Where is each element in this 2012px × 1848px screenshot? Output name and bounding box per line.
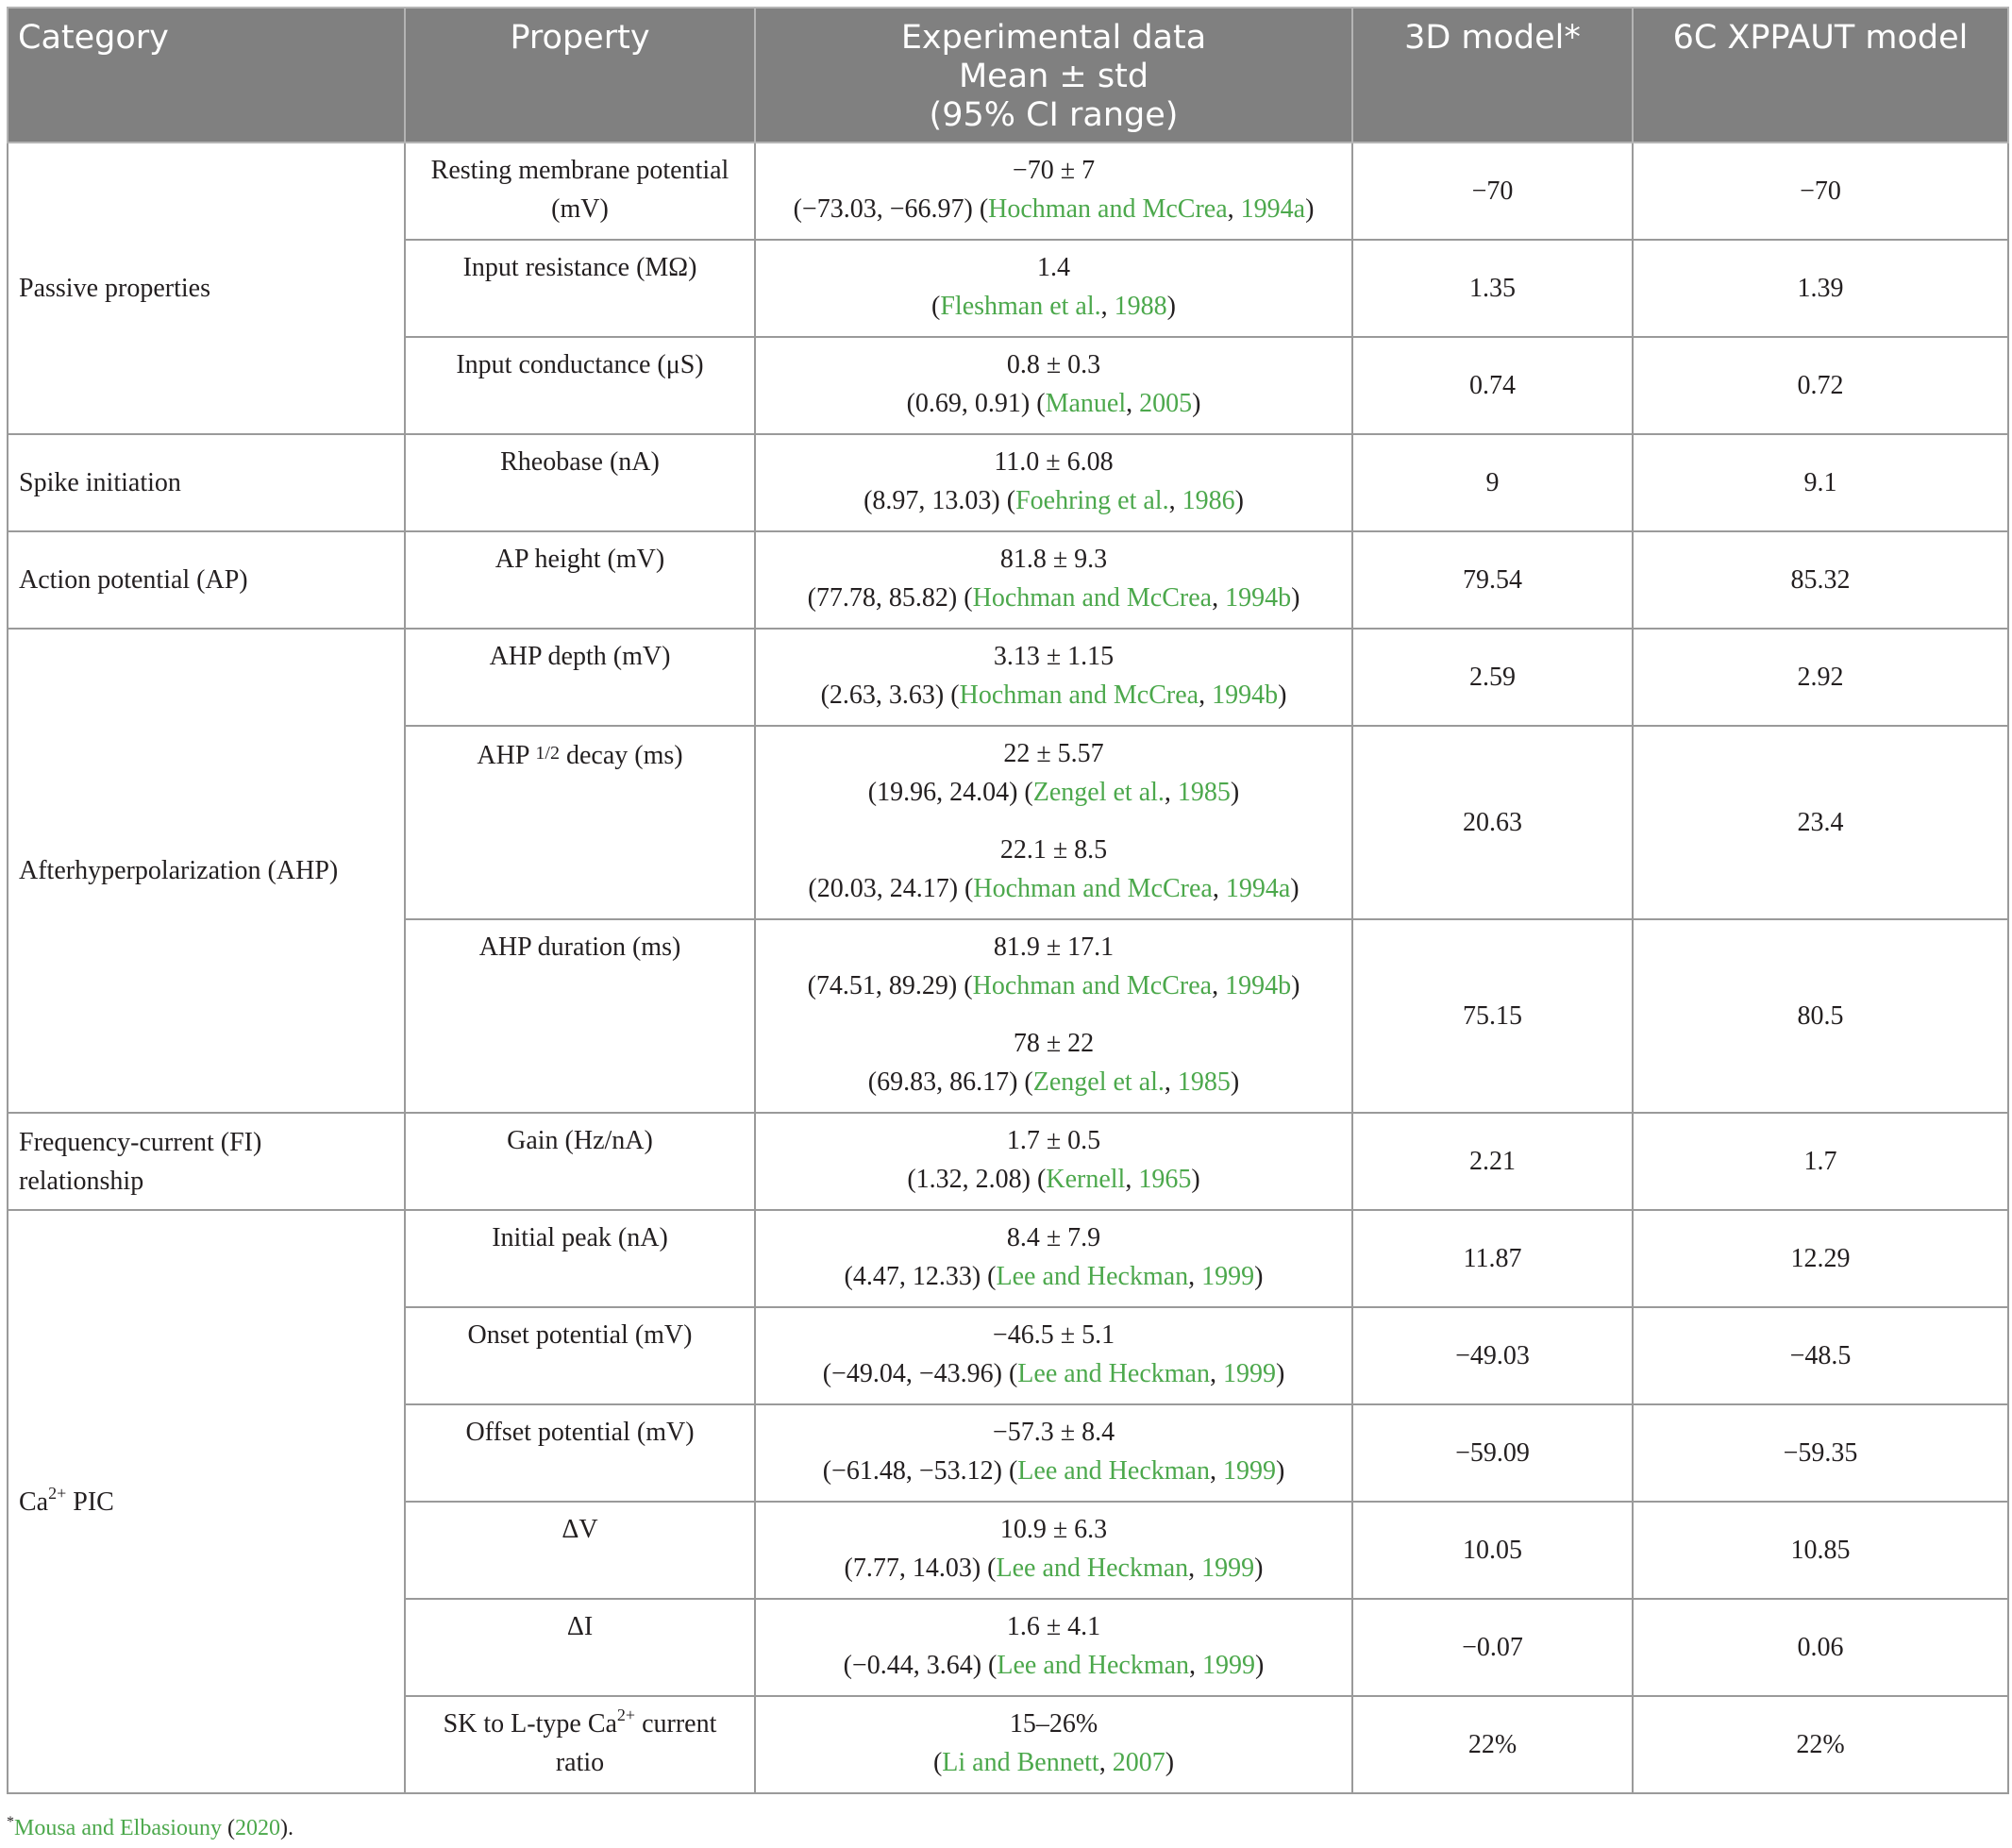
table-row <box>8 531 2008 629</box>
experimental-cell: 81.8 ± 9.3 (77.78, 85.82) (Hochman and McCrea, 1994b) <box>755 531 1352 629</box>
header-6c-model: 6C XPPAUT model <box>1633 8 2008 143</box>
citation-year-link[interactable]: 1994b <box>1225 971 1292 1000</box>
category-pic: $Ca^{2+}$ PIC <box>8 1210 405 1793</box>
experimental-cell: 0.8 ± 0.3 (0.69, 0.91) (Manuel, 2005) <box>755 337 1352 434</box>
comparison-table <box>7 7 2009 1794</box>
citation-year-link[interactable]: 1986 <box>1182 486 1235 515</box>
model-3d-value: 9 <box>1352 434 1633 531</box>
property-cell: Resting membrane potential (mV) <box>405 143 755 240</box>
experimental-cell: 22 ± 5.57 (19.96, 24.04) (Zengel et al., 1985) 22.1 ± 8.5 (20.03, 24.17) (Hochman and McCrea, 1994a) <box>755 726 1352 919</box>
citation-link[interactable]: Li and Bennett <box>942 1748 1099 1777</box>
property-cell: Input conductance (μS) <box>405 337 755 434</box>
category-passive: Passive properties <box>8 143 405 434</box>
citation-year-link[interactable]: 1999 <box>1201 1554 1255 1583</box>
property-cell: ΔI <box>405 1599 755 1696</box>
citation-year-link[interactable]: 1965 <box>1138 1165 1192 1194</box>
experimental-cell: 1.7 ± 0.5 (1.32, 2.08) (Kernell, 1965) <box>755 1113 1352 1210</box>
model-6c-value: 22% <box>1633 1696 2008 1793</box>
citation-link[interactable]: Hochman and McCrea <box>972 971 1213 1000</box>
header-experimental <box>755 8 1352 143</box>
model-6c-value: 1.7 <box>1633 1113 2008 1210</box>
property-cell: AP height (mV) <box>405 531 755 629</box>
model-3d-value: 20.63 <box>1352 726 1633 919</box>
model-3d-value: 2.59 <box>1352 629 1633 726</box>
citation-link[interactable]: Lee and Heckman <box>996 1262 1189 1291</box>
model-3d-value: −70 <box>1352 143 1633 240</box>
category-ap: Action potential (AP) <box>8 531 405 629</box>
model-6c-value: 0.72 <box>1633 337 2008 434</box>
table-row <box>8 1113 2008 1210</box>
model-6c-value: −59.35 <box>1633 1404 2008 1502</box>
model-6c-value: 10.85 <box>1633 1502 2008 1599</box>
model-3d-value: 2.21 <box>1352 1113 1633 1210</box>
citation-link[interactable]: Kernell <box>1046 1165 1126 1194</box>
model-3d-value: 0.74 <box>1352 337 1633 434</box>
experimental-cell: 1.6 ± 4.1 (−0.44, 3.64) (Lee and Heckman, 1999) <box>755 1599 1352 1696</box>
citation-link[interactable]: Foehring et al. <box>1015 486 1169 515</box>
citation-link[interactable]: Fleshman et al. <box>940 292 1101 321</box>
citation-link[interactable]: Lee and Heckman <box>997 1651 1190 1680</box>
citation-link[interactable]: Lee and Heckman <box>1017 1456 1210 1486</box>
experimental-cell: 81.9 ± 17.1 (74.51, 89.29) (Hochman and McCrea, 1994b) 78 ± 22 (69.83, 86.17) (Zengel et al., 1985) <box>755 919 1352 1113</box>
experimental-cell: 15–26% (Li and Bennett, 2007) <box>755 1696 1352 1793</box>
model-3d-value: −0.07 <box>1352 1599 1633 1696</box>
citation-year-link[interactable]: 1985 <box>1177 1067 1231 1097</box>
citation-link[interactable]: Hochman and McCrea <box>972 583 1213 613</box>
table-row <box>8 1210 2008 1307</box>
model-6c-value: 2.92 <box>1633 629 2008 726</box>
citation-year-link[interactable]: 1988 <box>1114 292 1167 321</box>
property-cell: AHP duration (ms) <box>405 919 755 1113</box>
property-cell: AHP 1/2 decay (ms) <box>405 726 755 919</box>
table-row <box>8 629 2008 726</box>
model-6c-value: 23.4 <box>1633 726 2008 919</box>
fraction-half: 1/2 <box>535 743 560 764</box>
citation-link[interactable]: Lee and Heckman <box>1017 1359 1210 1388</box>
header-category: Category <box>8 8 405 143</box>
table-footnote: *Mousa and Elbasiouny (2020). <box>7 1814 293 1840</box>
experimental-cell: −70 ± 7 (−73.03, −66.97) (Hochman and McCrea, 1994a) <box>755 143 1352 240</box>
citation-link[interactable]: Zengel et al. <box>1032 1067 1165 1097</box>
model-3d-value: 79.54 <box>1352 531 1633 629</box>
model-3d-value: 22% <box>1352 1696 1633 1793</box>
property-cell: Rheobase (nA) <box>405 434 755 531</box>
model-6c-value: −48.5 <box>1633 1307 2008 1404</box>
property-cell: Onset potential (mV) <box>405 1307 755 1404</box>
model-3d-value: −59.09 <box>1352 1404 1633 1502</box>
property-cell: ΔV <box>405 1502 755 1599</box>
property-cell: AHP depth (mV) <box>405 629 755 726</box>
citation-link[interactable]: Zengel et al. <box>1032 778 1165 807</box>
property-cell: Input resistance (MΩ) <box>405 240 755 337</box>
citation-link[interactable]: Hochman and McCrea <box>973 874 1213 903</box>
model-3d-value: 1.35 <box>1352 240 1633 337</box>
citation-year-link[interactable]: 1994a <box>1240 194 1306 224</box>
model-6c-value: 9.1 <box>1633 434 2008 531</box>
experimental-cell: 1.4 (Fleshman et al., 1988) <box>755 240 1352 337</box>
experimental-cell: −46.5 ± 5.1 (−49.04, −43.96) (Lee and Heckman, 1999) <box>755 1307 1352 1404</box>
table-row <box>8 434 2008 531</box>
experimental-cell: 8.4 ± 7.9 (4.47, 12.33) (Lee and Heckman, 1999) <box>755 1210 1352 1307</box>
citation-year-link[interactable]: 1994a <box>1225 874 1291 903</box>
category-fi: Frequency-current (FI) relationship <box>8 1113 405 1210</box>
experimental-cell: −57.3 ± 8.4 (−61.48, −53.12) (Lee and Heckman, 1999) <box>755 1404 1352 1502</box>
citation-link[interactable]: Manuel <box>1045 389 1127 418</box>
property-cell: Offset potential (mV) <box>405 1404 755 1502</box>
header-row <box>8 8 2008 143</box>
model-3d-value: 11.87 <box>1352 1210 1633 1307</box>
footnote-star: * <box>7 1814 14 1830</box>
citation-year-link[interactable]: 1994b <box>1225 583 1292 613</box>
experimental-cell: 10.9 ± 6.3 (7.77, 14.03) (Lee and Heckman, 1999) <box>755 1502 1352 1599</box>
citation-year-link[interactable]: 1999 <box>1201 1262 1255 1291</box>
header-experimental-line1: Experimental data <box>900 19 1207 57</box>
table-row <box>8 143 2008 240</box>
citation-link[interactable]: Hochman and McCrea <box>959 680 1199 710</box>
category-ahp: Afterhyperpolarization (AHP) <box>8 629 405 1113</box>
header-property: Property <box>405 8 755 143</box>
citation-link[interactable]: Lee and Heckman <box>996 1554 1189 1583</box>
citation-year-link[interactable]: 1999 <box>1202 1651 1256 1680</box>
property-cell: SK to L-type $Ca^{2+}$ current ratio <box>405 1696 755 1793</box>
category-spike: Spike initiation <box>8 434 405 531</box>
property-cell: Gain (Hz/nA) <box>405 1113 755 1210</box>
model-6c-value: −70 <box>1633 143 2008 240</box>
header-experimental-line3: (95% CI range) <box>929 96 1179 134</box>
model-3d-value: −49.03 <box>1352 1307 1633 1404</box>
citation-year-link[interactable]: 1999 <box>1222 1359 1276 1388</box>
footnote-year-link[interactable]: 2020 <box>234 1816 280 1840</box>
citation-year-link[interactable]: 2007 <box>1112 1748 1165 1777</box>
model-6c-value: 12.29 <box>1633 1210 2008 1307</box>
citation-year-link[interactable]: 2005 <box>1139 389 1193 418</box>
citation-year-link[interactable]: 1985 <box>1177 778 1231 807</box>
model-3d-value: 10.05 <box>1352 1502 1633 1599</box>
header-3d-model: 3D model* <box>1352 8 1633 143</box>
footnote-citation-link[interactable]: Mousa and Elbasiouny <box>14 1816 222 1840</box>
model-6c-value: 85.32 <box>1633 531 2008 629</box>
citation-link[interactable]: Hochman and McCrea <box>988 194 1228 224</box>
header-experimental-line2: Mean ± std <box>958 58 1149 95</box>
model-6c-value: 1.39 <box>1633 240 2008 337</box>
model-3d-value: 75.15 <box>1352 919 1633 1113</box>
citation-year-link[interactable]: 1994b <box>1212 680 1279 710</box>
experimental-cell: 3.13 ± 1.15 (2.63, 3.63) (Hochman and McCrea, 1994b) <box>755 629 1352 726</box>
model-6c-value: 80.5 <box>1633 919 2008 1113</box>
citation-year-link[interactable]: 1999 <box>1222 1456 1276 1486</box>
experimental-cell: 11.0 ± 6.08 (8.97, 13.03) (Foehring et al., 1986) <box>755 434 1352 531</box>
model-6c-value: 0.06 <box>1633 1599 2008 1696</box>
property-cell: Initial peak (nA) <box>405 1210 755 1307</box>
